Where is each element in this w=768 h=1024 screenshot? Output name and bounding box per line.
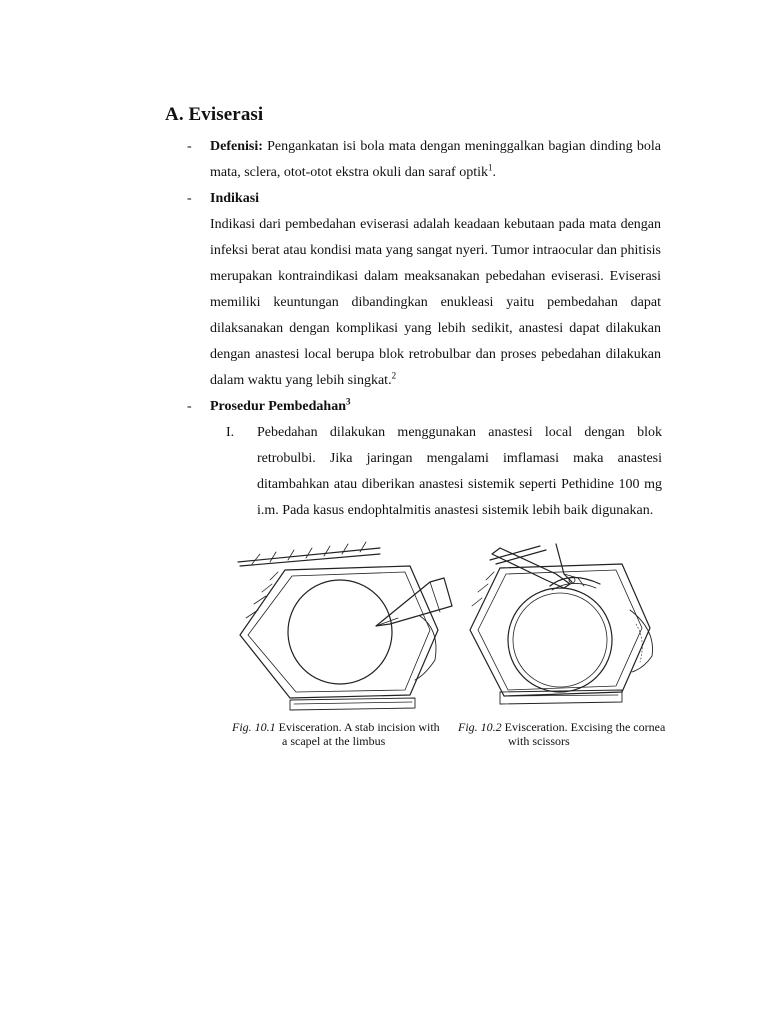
figure-number: Fig. 10.2 — [458, 720, 502, 734]
caption-line2: with scissors — [508, 734, 570, 748]
bullet-dash: - — [187, 191, 192, 206]
section-heading: A. Eviserasi — [165, 104, 264, 125]
figure-10-2-drawing — [470, 544, 653, 704]
procedure-label: Prosedur Pembedahan — [210, 399, 346, 414]
figure-10-2-caption — [458, 720, 665, 748]
figure-10-1-drawing — [238, 542, 452, 710]
indication-text: Indikasi dari pembedahan eviserasi adalah keadaan kebutaan pada mata dengan infeksi berat atau kondisi mata yang sangat nyeri. Tumor intraocular dan phitisis merupakan kontraindikasi dalam meaksanakan pebedahan eviserasi. Eviserasi memiliki keuntungan dibandingkan enukleasi yaitu pembedahan dapat dilaksanakan dengan komplikasi yang lebih sedikit, anastesi dapat dilakukan dengan anastesi local berupa blok retrobulbar dan proses pebedahan dilakukan dalam waktu yang lebih singkat. — [210, 217, 661, 388]
definition-label: Defenisi: — [210, 139, 263, 154]
caption-line2: a scapel at the limbus — [282, 734, 386, 748]
indication-text-block — [210, 186, 661, 394]
bullet-dash: - — [187, 399, 192, 414]
figure-10-1-caption — [232, 720, 440, 748]
definition-text: Pengankatan isi bola mata dengan meninggalkan bagian dinding bola mata, sclera, otot-otot ekstra okuli dan saraf optik — [210, 139, 661, 180]
evisceration-illustration — [230, 540, 680, 720]
bullet-dash: - — [187, 139, 192, 154]
figure-number: Fig. 10.1 — [232, 720, 276, 734]
indication-label: Indikasi — [210, 191, 260, 206]
step-number: I. — [226, 425, 235, 440]
step-text: Pebedahan dilakukan menggunakan anastesi local dengan blok retrobulbi. Jika jaringan mengalami imflamasi maka anastesi ditambahkan atau diberikan anastesi sistemik seperti Pethidine 100 mg i.m. Pada kasus endophtalmitis anastesi sistemik lebih baik digunakan. — [257, 425, 662, 518]
procedure-heading — [210, 394, 661, 420]
caption-line1: Evisceration. Excising the cornea — [504, 720, 666, 734]
reference-marker: 1 — [487, 162, 493, 173]
figure-panel — [230, 540, 680, 760]
definition-text-block — [210, 134, 661, 186]
reference-marker: 3 — [346, 396, 351, 407]
definition-tail: . — [492, 165, 496, 180]
caption-line1: Evisceration. A stab incision with — [278, 720, 440, 734]
reference-marker: 2 — [391, 370, 397, 381]
